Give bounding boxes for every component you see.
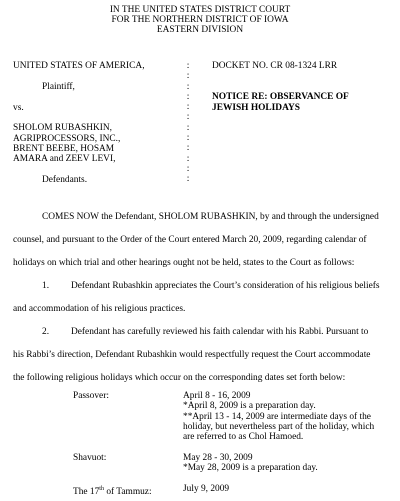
- caption-colon: :: [186, 81, 190, 92]
- notice-title-line-2: JEWISH HOLIDAYS: [212, 103, 300, 113]
- paragraph-1-line-2: and accommodation of his religious practices.: [13, 304, 186, 314]
- holiday-note: holiday, but nevertheless part of the holiday, which: [183, 422, 375, 432]
- caption-colon: :: [186, 153, 190, 164]
- caption-colon-column: [184, 61, 192, 185]
- defendant-name-line: AGRIPROCESSORS, INC.,: [13, 134, 121, 144]
- paragraph-1-number: 1.: [42, 281, 50, 291]
- caption-colon: :: [186, 122, 190, 133]
- paragraph-1-line-1: Defendant Rubashkin appreciates the Court’s consideration of his religious beliefs: [71, 281, 380, 291]
- holiday-note: **April 13 - 14, 2009 are intermediate days of the: [183, 412, 371, 422]
- holiday-note: *May 28, 2009 is a preparation day.: [183, 463, 318, 473]
- court-name-line-1: IN THE UNITED STATES DISTRICT COURT: [109, 5, 291, 15]
- caption-colon: :: [186, 71, 190, 82]
- holiday-note: are referred to as Chol Hamoed.: [183, 432, 304, 442]
- holiday-dates: May 28 - 30, 2009: [183, 453, 253, 463]
- caption-colon: :: [186, 61, 190, 71]
- defendant-name-line: BRENT BEEBE, HOSAM: [13, 144, 115, 154]
- holiday-name-suffix: of Tammuz:: [103, 487, 152, 498]
- intro-line-1: COMES NOW the Defendant, SHOLOM RUBASHKIN, by and through the undersigned: [42, 212, 379, 222]
- caption-colon: :: [186, 112, 190, 123]
- versus-label: vs.: [13, 103, 24, 113]
- holiday-note: *April 8, 2009 is a preparation day.: [183, 401, 316, 411]
- ordinal-suffix: th: [99, 486, 104, 492]
- holiday-name-passover: Passover:: [73, 391, 109, 401]
- caption-colon: :: [186, 174, 190, 185]
- intro-line-3: holidays on which trial and other hearings ought not be held, states to the Court as follows:: [13, 258, 355, 268]
- defendant-name-line: AMARA and ZEEV LEVI,: [13, 154, 116, 164]
- notice-title-line-1: NOTICE RE: OBSERVANCE OF: [212, 92, 349, 102]
- paragraph-2-line-2: his Rabbi’s direction, Defendant Rubashkin would respectfully request the Court accommodate: [13, 350, 371, 360]
- court-name-line-2: FOR THE NORTHERN DISTRICT OF IOWA: [111, 15, 289, 25]
- intro-line-2: counsel, and pursuant to the Order of the Court entered March 20, 2009, regarding calendar of: [13, 235, 367, 245]
- holiday-name-prefix: The 17: [73, 487, 100, 498]
- docket-number: DOCKET NO. CR 08-1324 LRR: [212, 61, 338, 71]
- caption-colon: :: [186, 133, 190, 144]
- holiday-dates: July 9, 2009: [183, 484, 230, 494]
- holiday-dates: April 8 - 16, 2009: [183, 391, 251, 401]
- plaintiff-name: UNITED STATES OF AMERICA,: [13, 61, 145, 71]
- paragraph-2-line-3: the following religious holidays which occur on the corresponding dates set forth below:: [13, 373, 346, 383]
- caption-colon: :: [186, 91, 190, 102]
- defendant-name-line: SHOLOM RUBASHKIN,: [13, 123, 112, 133]
- court-division: EASTERN DIVISION: [156, 25, 244, 35]
- defendants-label: Defendants.: [42, 175, 88, 185]
- caption-colon: :: [186, 102, 190, 113]
- plaintiff-label: Plaintiff,: [42, 82, 75, 92]
- paragraph-2-line-1: Defendant has carefully reviewed his faith calendar with his Rabbi. Pursuant to: [71, 327, 369, 337]
- paragraph-2-number: 2.: [42, 327, 50, 337]
- caption-colon: :: [186, 163, 190, 174]
- caption-colon: :: [186, 143, 190, 154]
- holiday-name-tammuz: [73, 484, 152, 497]
- holiday-name-shavuot: Shavuot:: [73, 453, 107, 463]
